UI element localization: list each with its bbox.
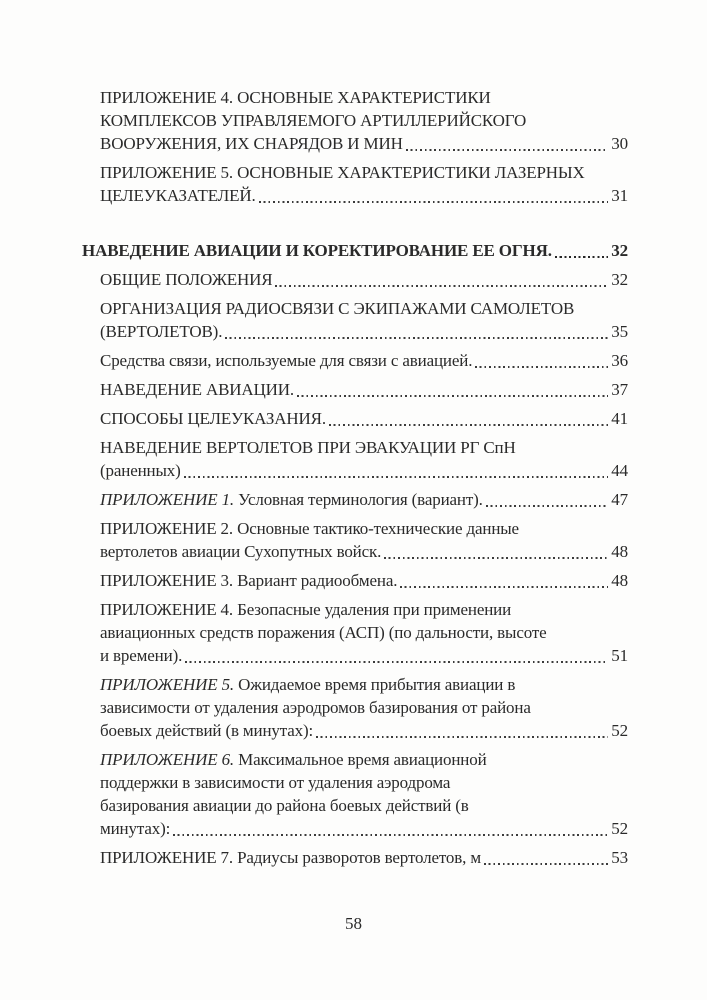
toc-entry-line (100, 771, 628, 794)
toc-entry-text: вертолетов авиации Сухопутных войск. (100, 542, 382, 561)
toc-entry-line (100, 436, 628, 459)
toc-entry-12 (100, 569, 628, 592)
toc-entry-text: НАВЕДЕНИЕ АВИАЦИИ И КОРЕКТИРОВАНИЕ ЕЕ ОГНЯ. (82, 241, 552, 260)
toc-entry-text: зависимости от удаления аэродромов базирования от района (100, 698, 531, 717)
dot-leader (406, 149, 609, 151)
dot-leader (297, 395, 608, 397)
toc-entry-text: НАВЕДЕНИЕ ВЕРТОЛЕТОВ ПРИ ЭВАКУАЦИИ РГ СпН (100, 438, 516, 457)
toc-entry-text: Средства связи, используемые для связи с авиацией. (100, 351, 473, 370)
dot-leader (484, 863, 608, 865)
toc-page-number: 48 (611, 542, 628, 561)
toc-entry-9 (100, 436, 628, 482)
toc-entry-text: авиационных средств поражения (АСП) (по дальности, высоте (100, 623, 547, 642)
toc-entry-text: ПРИЛОЖЕНИЕ 5. Ожидаемое время прибытия авиации в (100, 675, 516, 694)
toc-entry-line (100, 719, 628, 742)
toc-entry-text: базирования авиации до района боевых действий (в (100, 796, 469, 815)
toc-entry-line (100, 846, 628, 869)
toc-entry-text: (раненных) (100, 461, 181, 480)
toc-entry-line (82, 239, 628, 262)
toc-entry-3 (82, 239, 628, 262)
dot-leader (329, 424, 608, 426)
toc-entry-text: и времени). (100, 646, 183, 665)
toc-entry-15 (100, 748, 628, 840)
toc-page-number: 52 (611, 721, 628, 740)
toc-entry-7 (100, 378, 628, 401)
toc-entry-text: поддержки в зависимости от удаления аэродрома (100, 773, 451, 792)
toc-entry-text: ПРИЛОЖЕНИЕ 1. Условная терминология (вариант). (100, 490, 483, 509)
toc-page-number: 37 (611, 380, 628, 399)
toc-entry-line (100, 794, 628, 817)
toc-page-number: 32 (611, 270, 628, 289)
toc-entry-text: ПРИЛОЖЕНИЕ 4. Безопасные удаления при применении (100, 600, 512, 619)
toc-entry-1 (100, 86, 628, 155)
toc-entry-text: СПОСОБЫ ЦЕЛЕУКАЗАНИЯ. (100, 409, 326, 428)
toc-entry-text: ПРИЛОЖЕНИЕ 7. Радиусы разворотов вертолетов, м (100, 848, 481, 867)
toc-entry-line (100, 86, 628, 109)
toc-entry-2 (100, 161, 628, 207)
toc-entry-text: (ВЕРТОЛЕТОВ). (100, 322, 223, 341)
toc-entry-line (100, 268, 628, 291)
toc-entry-line (100, 132, 628, 155)
toc-entry-line (100, 517, 628, 540)
toc-entry-14 (100, 673, 628, 742)
toc-page-number: 47 (611, 490, 628, 509)
dot-leader (185, 661, 608, 663)
toc-entry-italic-prefix: ПРИЛОЖЕНИЕ 5. (100, 675, 235, 694)
toc-entry-10 (100, 488, 628, 511)
toc-page-number: 41 (611, 409, 628, 428)
toc-entry-text: ЦЕЛЕУКАЗАТЕЛЕЙ. (100, 186, 256, 205)
toc-entry-text: боевых действий (в минутах): (100, 721, 314, 740)
toc-entry-line (100, 349, 628, 372)
dot-leader (555, 256, 608, 259)
toc-entry-11 (100, 517, 628, 563)
toc-page-number: 35 (611, 322, 628, 341)
dot-leader (475, 366, 608, 368)
toc-entry-5 (100, 297, 628, 343)
toc-entry-line (100, 644, 628, 667)
toc-entry-line (100, 540, 628, 563)
toc-entry-line (100, 184, 628, 207)
toc-entry-line (100, 459, 628, 482)
toc-entry-text: ПРИЛОЖЕНИЕ 3. Вариант радиообмена. (100, 571, 398, 590)
toc-entry-text: ОБЩИЕ ПОЛОЖЕНИЯ (100, 270, 273, 289)
toc-page-number: 53 (611, 848, 628, 867)
dot-leader (225, 337, 608, 339)
toc-entry-line (100, 297, 628, 320)
toc-entry-line (100, 673, 628, 696)
toc-entry-line (100, 488, 628, 511)
toc-entry-4 (100, 268, 628, 291)
toc-page-number: 31 (611, 186, 628, 205)
dot-leader (275, 285, 608, 287)
page-footer (0, 912, 707, 935)
toc-entry-line (100, 109, 628, 132)
toc-page-number: 32 (611, 241, 628, 260)
toc-entry-13 (100, 598, 628, 667)
dot-leader (384, 557, 608, 559)
dot-leader (316, 736, 608, 738)
toc-entry-text: ПРИЛОЖЕНИЕ 6. Максимальное время авиационной (100, 750, 487, 769)
toc-page-number: 52 (611, 819, 628, 838)
toc-entry-line (100, 621, 628, 644)
toc-entry-italic-prefix: ПРИЛОЖЕНИЕ 1. (100, 490, 235, 509)
toc-entry-8 (100, 407, 628, 430)
toc-entry-line (100, 378, 628, 401)
toc-entry-text: ПРИЛОЖЕНИЕ 2. Основные тактико-технические данные (100, 519, 519, 538)
dot-leader (259, 201, 609, 203)
toc-entry-line (100, 817, 628, 840)
toc-entry-line (100, 598, 628, 621)
toc-entry-text: НАВЕДЕНИЕ АВИАЦИИ. (100, 380, 294, 399)
toc-entry-text: минутах): (100, 819, 171, 838)
dot-leader (173, 834, 608, 836)
toc-page-number: 51 (611, 646, 628, 665)
toc-entry-text: ПРИЛОЖЕНИЕ 5. ОСНОВНЫЕ ХАРАКТЕРИСТИКИ ЛАЗЕРНЫХ (100, 163, 585, 182)
dot-leader (486, 505, 609, 507)
table-of-contents (0, 86, 707, 875)
toc-entry-text: ПРИЛОЖЕНИЕ 4. ОСНОВНЫЕ ХАРАКТЕРИСТИКИ (100, 88, 491, 107)
toc-entry-16 (100, 846, 628, 869)
toc-page-number: 44 (611, 461, 628, 480)
toc-entry-line (100, 320, 628, 343)
toc-entry-line (100, 748, 628, 771)
toc-entry-text: ВООРУЖЕНИЯ, ИХ СНАРЯДОВ И МИН (100, 134, 403, 153)
toc-entry-line (100, 569, 628, 592)
toc-page-number: 36 (611, 351, 628, 370)
toc-entry-line (100, 696, 628, 719)
toc-page-number: 30 (611, 134, 628, 153)
toc-page-number: 48 (611, 571, 628, 590)
toc-entry-text: ОРГАНИЗАЦИЯ РАДИОСВЯЗИ С ЭКИПАЖАМИ САМОЛЕТОВ (100, 299, 575, 318)
dot-leader (184, 476, 609, 478)
toc-entry-6 (100, 349, 628, 372)
folio-page-number: 58 (345, 914, 362, 933)
toc-entry-text: КОМПЛЕКСОВ УПРАВЛЯЕМОГО АРТИЛЛЕРИЙСКОГО (100, 111, 527, 130)
toc-entry-line (100, 161, 628, 184)
toc-entry-italic-prefix: ПРИЛОЖЕНИЕ 6. (100, 750, 235, 769)
dot-leader (400, 586, 608, 588)
toc-entry-line (100, 407, 628, 430)
